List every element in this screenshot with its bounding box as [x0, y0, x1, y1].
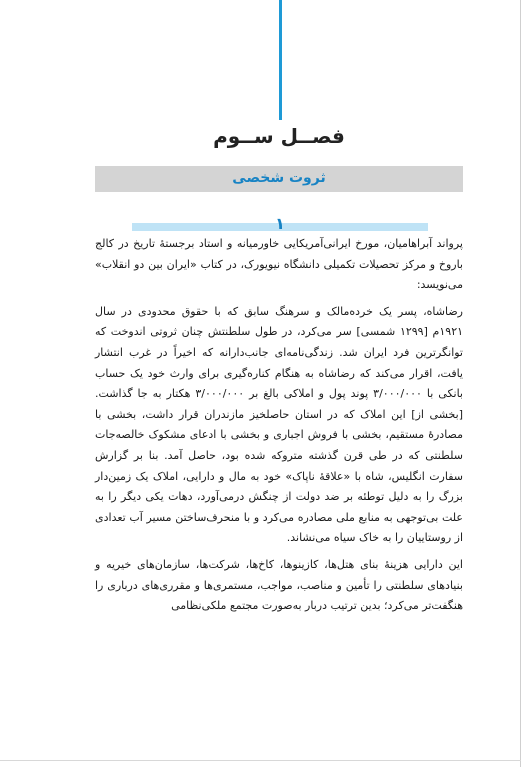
- body-text: [95, 234, 463, 623]
- page-edge-line: [520, 0, 521, 767]
- chapter-top-rule: [279, 0, 282, 120]
- chapter-heading: فصــل ســوم: [213, 124, 345, 148]
- section-number: ۱: [275, 214, 285, 233]
- paragraph-intro: پرواند آبراهامیان، مورخ ایرانی‌آمریکایی خاورمیانه و استاد برجستهٔ تاریخ در کالج باروخ و مرکز تحصیلات تکمیلی دانشگاه نیویورک، در کتاب «ایران بین دو انقلاب» می‌نویسد:: [95, 237, 463, 292]
- page-bottom-line: [0, 760, 521, 761]
- section-title: ثروت شخصی: [232, 170, 326, 186]
- paragraph-quote: رضاشاه، پسر یک خرده‌مالک و سرهنگ سابق که با حقوق محدودی در سال ۱۹۲۱م [۱۲۹۹ شمسی] سر می‌کرد، در طول سلطنتش چنان ثروتی اندوخت که توانگرترین فرد ایران شد. زندگی‌نامه‌ای جانب‌دارانه که اخیراً در غرب انتشار یافت، اقرار می‌کند که رضاشاه به هنگام کناره‌گیری برای وارث خود یک حساب بانکی با ۳/۰۰۰/۰۰۰ پوند پول و املاکی بالغ بر ۳/۰۰۰/۰۰۰ هکتار به جا گذاشت. [بخشی از] این املاک که در استان حاصلخیز مازندران قرار داشت، بخشی با مصادرهٔ مستقیم، بخشی با فروش اجباری و بخشی با ادعای مشکوک خالصه‌جات سلطنتی که در طی قرن گذشته متروکه شده بود، حاصل آمد. بنا بر گزارش سفارت انگلیس، شاه با «علاقهٔ ناپاک» خود به مال و دارایی، املاک یک زمین‌دار بزرگ را به دلیل توطئه بر ضد دولت از چنگش درمی‌آورد، دهات یکی دیگر را به علت بی‌توجهی به منابع ملی مصادره می‌کرد و با منحرف‌ساختن مسیر آب تعدادی از روستاییان را به خاک سیاه می‌نشاند.: [95, 304, 464, 545]
- paragraph-continuation: این دارایی هزینهٔ بنای هتل‌ها، کازینوها، کاخ‌ها، شرکت‌ها، سازمان‌های خیریه و بنیادهای سلطنتی را تأمین و مناصب، مواجب، مستمری‌ها و مقرری‌های درباری را هنگفت‌تر می‌کرد؛ بدین ترتیب دربار به‌صورت مجتمع ملکی‌نظامی: [95, 557, 463, 613]
